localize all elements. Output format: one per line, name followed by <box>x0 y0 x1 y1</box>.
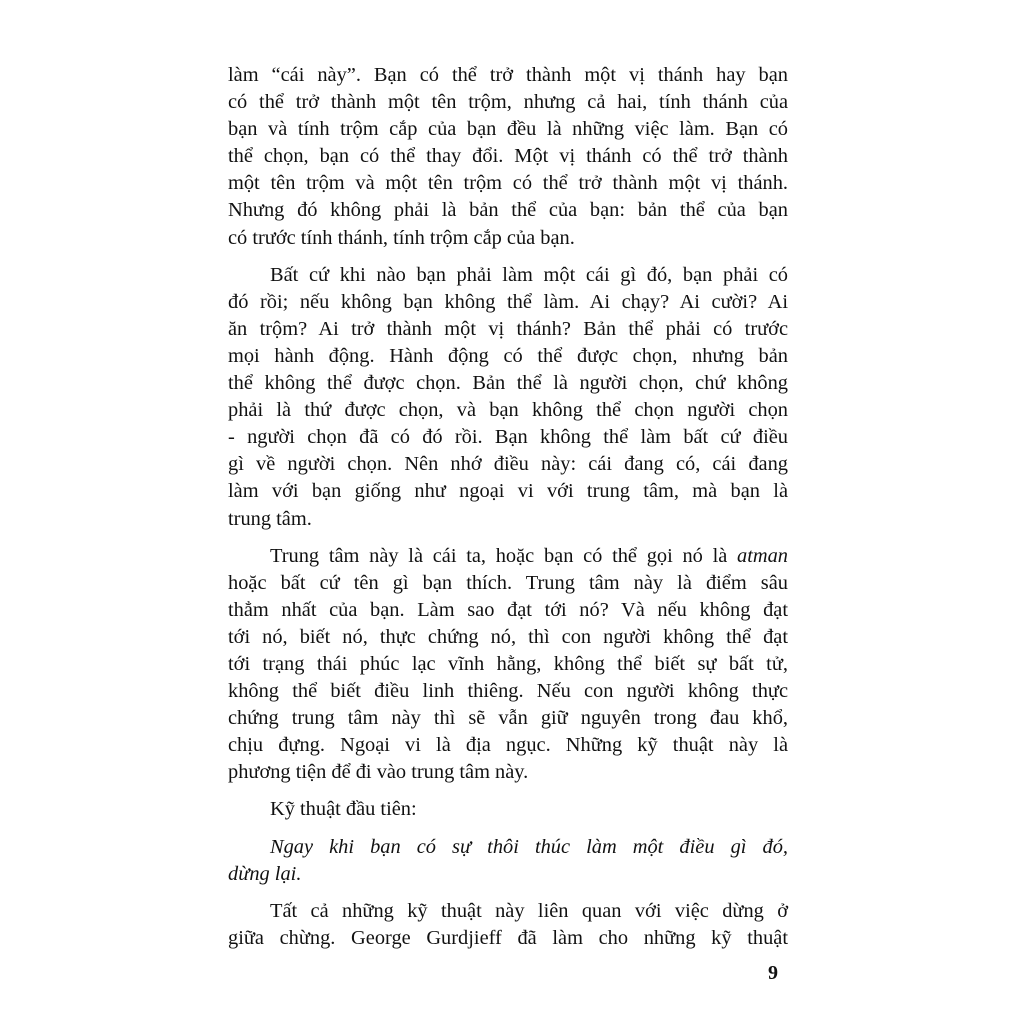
text-line: Bất cứ khi nào bạn phải làm một cái gì đó, bạn phải có <box>270 263 788 286</box>
paragraph-2 <box>228 262 788 533</box>
technique-quote <box>228 834 788 888</box>
paragraph-3 <box>228 543 788 787</box>
text-line: có trước tính thánh, tính trộm cắp của bạn. <box>228 226 575 249</box>
text-line: Tất cả những kỹ thuật này liên quan với việc dừng ở <box>270 899 788 922</box>
text-line: thẳm nhất của bạn. Làm sao đạt tới nó? Và nếu không đạt <box>228 598 788 621</box>
body-text <box>228 62 788 962</box>
text-line: bạn và tính trộm cắp của bạn đều là những việc làm. Bạn có <box>228 118 788 141</box>
italic-term: atman <box>737 544 788 567</box>
text-line: một tên trộm và một tên trộm có thể trở thành một vị thánh. <box>228 172 788 195</box>
page-number: 9 <box>768 962 778 984</box>
paragraph-1 <box>228 62 788 252</box>
paragraph-last <box>228 898 788 952</box>
text-line: không thể biết điều linh thiêng. Nếu con người không thực <box>228 680 788 703</box>
text-line: - người chọn đã có đó rồi. Bạn không thể làm bất cứ điều <box>228 426 788 449</box>
text-line: có thể trở thành một tên trộm, nhưng cả hai, tính thánh của <box>228 91 788 114</box>
text-line: gì về người chọn. Nên nhớ điều này: cái đang có, cái đang <box>228 453 788 476</box>
text-line: Nhưng đó không phải là bản thể của bạn: bản thể của bạn <box>228 199 788 222</box>
text-line: trung tâm. <box>228 507 312 530</box>
text-line-with-italic <box>228 543 788 570</box>
text-line: ăn trộm? Ai trở thành một vị thánh? Bản thể phải có trước <box>228 317 788 340</box>
text-line: Kỹ thuật đầu tiên: <box>270 798 417 821</box>
text-line: mọi hành động. Hành động có thể được chọn, nhưng bản <box>228 344 788 367</box>
text-line: chứng trung tâm này thì sẽ vẫn giữ nguyên trong đau khổ, <box>228 707 788 730</box>
text-line: tới nó, biết nó, thực chứng nó, thì con người không thể đạt <box>228 625 788 648</box>
text-line: thể không thể được chọn. Bản thể là người chọn, chứ không <box>228 372 788 395</box>
text-line: thể chọn, bạn có thể thay đổi. Một vị thánh có thể trở thành <box>228 145 788 168</box>
text-line: dừng lại. <box>228 862 302 885</box>
text-line: làm với bạn giống như ngoại vi với trung tâm, mà bạn là <box>228 480 788 503</box>
text-line: phương tiện để đi vào trung tâm này. <box>228 761 529 784</box>
text-fragment: Trung tâm này là cái ta, hoặc bạn có thể gọi nó là <box>270 544 738 567</box>
text-line: phải là thứ được chọn, và bạn không thể chọn người chọn <box>228 399 788 422</box>
text-line: làm “cái này”. Bạn có thể trở thành một vị thánh hay bạn <box>228 64 788 86</box>
text-line: giữa chừng. George Gurdjieff đã làm cho những kỹ thuật <box>228 926 788 949</box>
text-line: tới trạng thái phúc lạc vĩnh hằng, không thể biết sự bất tử, <box>228 652 788 675</box>
text-line: Ngay khi bạn có sự thôi thúc làm một điều gì đó, <box>270 835 788 858</box>
text-line: đó rồi; nếu không bạn không thể làm. Ai chạy? Ai cười? Ai <box>228 290 788 313</box>
technique-heading <box>228 796 788 823</box>
text-line: hoặc bất cứ tên gì bạn thích. Trung tâm này là điểm sâu <box>228 571 788 594</box>
text-line: chịu đựng. Ngoại vi là địa ngục. Những kỹ thuật này là <box>228 734 788 757</box>
